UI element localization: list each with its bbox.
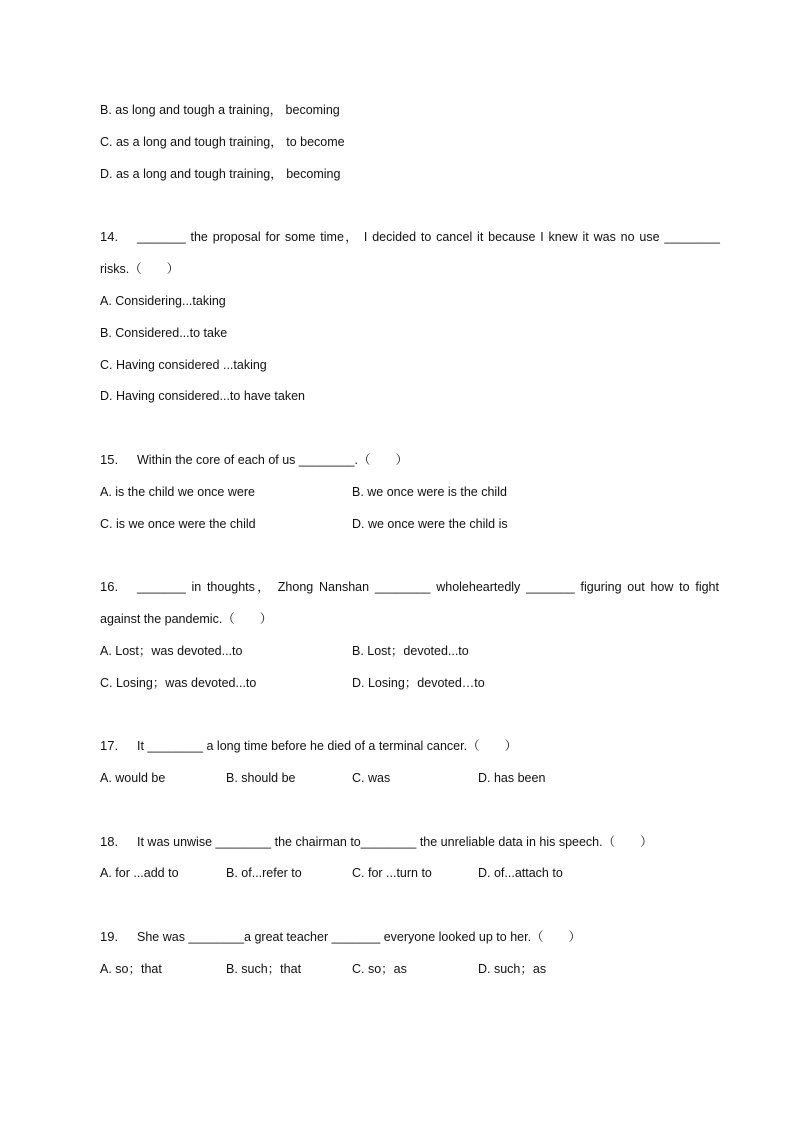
- q16-option-a: A. Lost；was devoted...to: [100, 644, 243, 658]
- q15-number: 15.: [100, 452, 119, 467]
- q16-stem-line1: _______ in thoughts， Zhong Nanshan ________ wholeheartedly _______ figuring out how to fight: [137, 580, 719, 594]
- q17-option-c: C. was: [352, 771, 391, 785]
- q19-option-c: C. so；as: [352, 962, 407, 976]
- q16-option-c: C. Losing；was devoted...to: [100, 676, 257, 690]
- q14-option-b: B. Considered...to take: [100, 326, 228, 340]
- q18-option-b: B. of...refer to: [226, 866, 302, 880]
- q14-option-c: C. Having considered ...taking: [100, 358, 267, 372]
- q16-option-b: B. Lost；devoted...to: [352, 644, 469, 658]
- q18-stem: It was unwise ________ the chairman to________ the unreliable data in his speech.（ ）: [137, 835, 653, 849]
- q15-option-d: D. we once were the child is: [352, 517, 508, 531]
- q17-option-d: D. has been: [478, 771, 546, 785]
- q17-option-a: A. would be: [100, 771, 166, 785]
- q14-option-d: D. Having considered...to have taken: [100, 389, 305, 403]
- q17-option-b: B. should be: [226, 771, 296, 785]
- q13-option-d: D. as a long and tough training， becoming: [100, 167, 341, 181]
- q14-stem-line1: _______ the proposal for some time， I decided to cancel it because I knew it was no use ________: [137, 230, 720, 244]
- q16-stem-line2: against the pandemic.（ ）: [100, 612, 273, 626]
- q19-option-d: D. such；as: [478, 962, 547, 976]
- q19-option-a: A. so；that: [100, 962, 162, 976]
- q19-number: 19.: [100, 929, 119, 944]
- q14-number: 14.: [100, 229, 119, 244]
- q18-option-a: A. for ...add to: [100, 866, 179, 880]
- q14-stem-line2: risks.（ ）: [100, 262, 180, 276]
- q17-stem: It ________ a long time before he died of a terminal cancer.（ ）: [137, 739, 518, 753]
- q16-number: 16.: [100, 579, 119, 594]
- q18-option-c: C. for ...turn to: [352, 866, 432, 880]
- q18-number: 18.: [100, 834, 119, 849]
- q19-stem: She was ________a great teacher _______ everyone looked up to her.（ ）: [137, 930, 582, 944]
- q14-option-a: A. Considering...taking: [100, 294, 226, 308]
- q15-option-c: C. is we once were the child: [100, 517, 256, 531]
- q16-option-d: D. Losing；devoted…to: [352, 676, 485, 690]
- q17-number: 17.: [100, 738, 119, 753]
- q19-option-b: B. such；that: [226, 962, 302, 976]
- q15-option-b: B. we once were is the child: [352, 485, 507, 499]
- q15-option-a: A. is the child we once were: [100, 485, 255, 499]
- q13-option-c: C. as a long and tough training， to become: [100, 135, 345, 149]
- q15-stem: Within the core of each of us ________.（ ）: [137, 453, 408, 467]
- q13-option-b: B. as long and tough a training， becoming: [100, 103, 340, 117]
- q18-option-d: D. of...attach to: [478, 866, 563, 880]
